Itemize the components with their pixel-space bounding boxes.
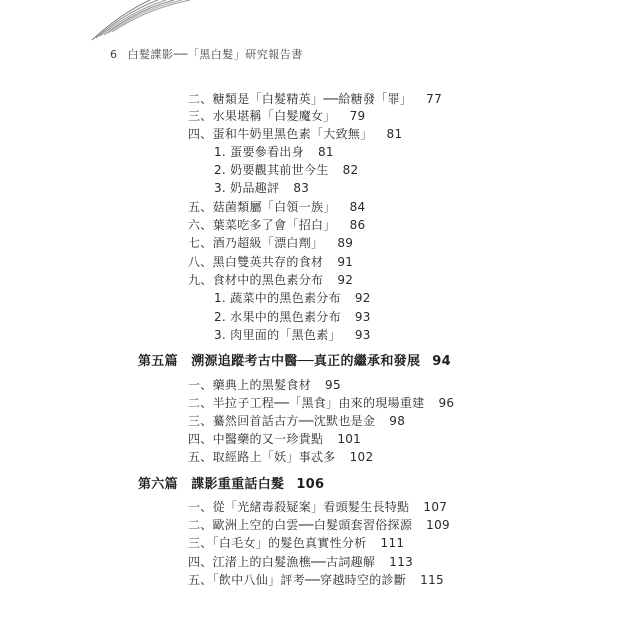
toc-entry <box>188 109 365 123</box>
entry-text: 八、黑白雙英共存的食材 <box>188 255 324 269</box>
section-title: 第六篇 諜影重重話白髮 <box>138 477 285 492</box>
entry-page: 79 <box>349 109 366 123</box>
entry-page: 83 <box>293 181 310 195</box>
entry-text: 二、糖類是「白髮精英」──給糖發「罪」 <box>188 92 413 106</box>
entry-text: 九、食材中的黑色素分布 <box>188 273 324 287</box>
entry-text: 五、菇菌類屬「白領一族」 <box>188 200 336 214</box>
entry-page: 96 <box>438 396 455 410</box>
entry-page: 109 <box>426 518 450 532</box>
toc-subentry <box>214 163 358 177</box>
toc-entry <box>188 432 361 446</box>
page-number: 6 <box>110 48 118 61</box>
entry-page: 95 <box>325 378 341 392</box>
entry-page: 92 <box>337 273 354 287</box>
toc-entry <box>188 273 353 287</box>
entry-page: 86 <box>349 218 366 232</box>
entry-text: 三、水果堪稱「白髮魔女」 <box>188 109 336 123</box>
entry-text: 七、酒乃超級「漂白劑」 <box>188 236 324 250</box>
toc-entry <box>188 92 442 106</box>
toc-subentry <box>214 291 371 305</box>
toc-entry <box>188 536 404 550</box>
entry-text: 1. 蔬菜中的黑色素分布 <box>214 291 341 305</box>
entry-page: 89 <box>337 236 354 250</box>
toc-entry <box>188 200 365 214</box>
entry-text: 2. 奶要觀其前世今生 <box>214 163 329 177</box>
toc-subentry <box>214 310 371 324</box>
section-title: 第五篇 溯源追蹤考古中醫──真正的繼承和發展 <box>138 354 421 369</box>
entry-text: 四、蛋和牛奶里黑色素「大致無」 <box>188 127 373 141</box>
toc-entry <box>188 218 365 232</box>
toc-entry <box>188 450 373 464</box>
toc-subentry <box>214 328 371 342</box>
entry-page: 93 <box>354 328 371 342</box>
entry-text: 3. 肉里面的「黑色素」 <box>214 328 341 342</box>
section-heading-6 <box>138 477 324 493</box>
toc-entry <box>188 414 405 428</box>
entry-page: 82 <box>342 163 359 177</box>
entry-text: 四、江渚上的白髮漁樵──古詞趣解 <box>188 555 376 569</box>
entry-text: 三、驀然回首話古方──沈默也是金 <box>188 414 376 428</box>
book-title: 白髮諜影──「黑白髮」研究報告書 <box>127 48 303 61</box>
toc-entry <box>188 255 353 269</box>
entry-text: 五、取經路上「妖」事忒多 <box>188 450 336 464</box>
toc-entry <box>188 378 341 392</box>
entry-page: 93 <box>354 310 371 324</box>
toc-entry <box>188 518 450 532</box>
entry-page: 101 <box>337 432 362 446</box>
entry-text: 一、藥典上的黑髮食材 <box>188 378 312 392</box>
entry-page: 77 <box>426 92 443 106</box>
section-heading-5 <box>138 354 451 370</box>
entry-text: 三、「白毛女」的髮色真實性分析 <box>188 536 367 550</box>
toc-entry <box>188 555 413 569</box>
entry-page: 84 <box>349 200 366 214</box>
entry-page: 111 <box>380 536 405 550</box>
entry-page: 81 <box>317 145 334 159</box>
entry-text: 六、葉菜吃多了會「招白」 <box>188 218 336 232</box>
running-header <box>110 46 303 62</box>
decorative-swoosh-lines <box>0 0 640 60</box>
entry-text: 二、歐洲上空的白雲──白髮頭套習俗探源 <box>188 518 413 532</box>
entry-page: 92 <box>354 291 371 305</box>
section-page: 94 <box>432 354 451 369</box>
entry-text: 2. 水果中的黑色素分布 <box>214 310 341 324</box>
toc-subentry <box>214 181 309 195</box>
entry-text: 四、中醫藥的又一珍貴點 <box>188 432 324 446</box>
entry-page: 107 <box>423 500 448 514</box>
entry-page: 115 <box>420 573 444 587</box>
toc-entry <box>188 396 454 410</box>
toc-entry <box>188 127 402 141</box>
entry-text: 3. 奶品趣評 <box>214 181 280 195</box>
entry-page: 81 <box>386 127 403 141</box>
entry-page: 102 <box>349 450 374 464</box>
toc-entry <box>188 236 353 250</box>
toc-subentry <box>214 145 334 159</box>
entry-page: 113 <box>389 555 414 569</box>
toc-entry <box>188 573 444 587</box>
toc-entry <box>188 500 447 514</box>
entry-text: 一、從「光緒毒殺疑案」看頭髮生長特點 <box>188 500 410 514</box>
entry-page: 91 <box>337 255 354 269</box>
section-page: 106 <box>296 477 325 492</box>
entry-text: 五、「飲中八仙」評考──穿越時空的診斷 <box>188 573 407 587</box>
entry-page: 98 <box>389 414 406 428</box>
entry-text: 1. 蛋要參看出身 <box>214 145 304 159</box>
entry-text: 二、半拉子工程──「黑食」由來的現場重建 <box>188 396 425 410</box>
